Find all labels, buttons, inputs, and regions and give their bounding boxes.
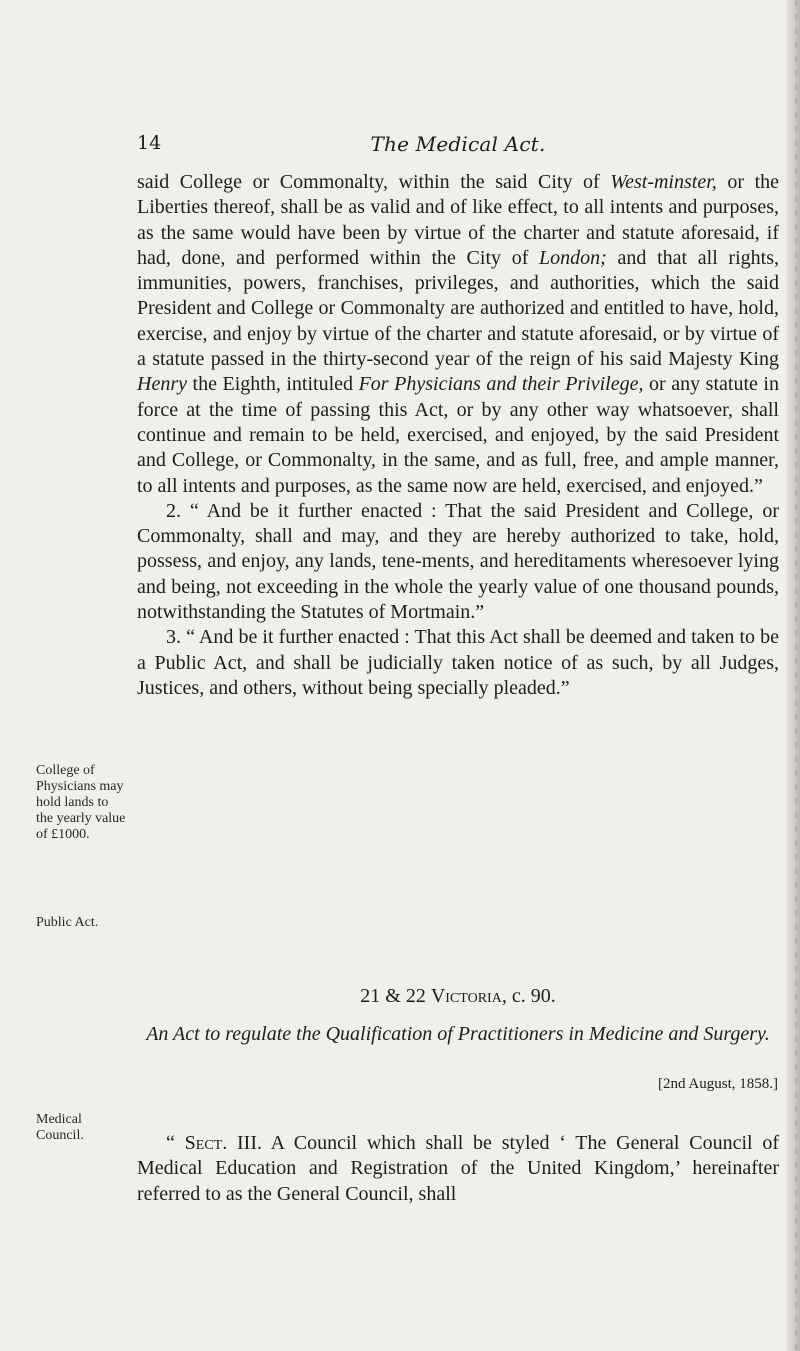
- section-iii-paragraph: “ Sect. III. A Council which shall be styled ‘ The General Council of Medical Education and Registration of the United Kingdom,’ hereinafter referred to as the General Council, shall: [137, 1132, 779, 1205]
- act-title: 21 & 22 Victoria, c. 90.: [360, 985, 556, 1007]
- act-subtitle: An Act to regulate the Qualification of Practitioners in Medicine and Surgery.: [146, 1023, 770, 1045]
- section-3-council-text: [137, 1111, 779, 1227]
- margin-note-medical-council: Medical Council.: [36, 1112, 84, 1143]
- margin-note-college: College of Physicians may hold lands to the yearly value of £1000.: [36, 763, 126, 842]
- section-3-paragraph: 3. “ And be it further enacted : That this Act shall be deemed and taken to be a Public Act, and shall be judicially taken notice of as such, by all Judges, Justices, and others, without being specially pleaded.”: [137, 626, 779, 699]
- running-head: The Medical Act.: [370, 132, 546, 156]
- paragraph-continued: said College or Commonalty, within the said City of West-minster, or the Liberties thereof, shall be as valid and of like effect, to all intents and purposes, as the same would have been by virtue of the charter and statute aforesaid, if had, done, and performed within the City of London; and that all rights, immunities, powers, franchises, privileges, and authorities, which the said President and College or Commonalty are authorized and entitled to have, hold, exercise, and enjoy by virtue of the charter and statute aforesaid, or by virtue of a statute passed in the thirty-second year of the reign of his said Majesty King Henry the Eighth, intituled For Physicians and their Privilege, or any statute in force at the time of passing this Act, or by any other way whatsoever, shall continue and remain to be held, exercised, and enjoyed, by the said President and College, or Commonalty, in the same, and as full, free, and ample manner, to all intents and purposes, as the same now are held, exercised, and enjoyed.”: [137, 171, 780, 497]
- act-date: [2nd August, 1858.]: [658, 1076, 778, 1092]
- margin-note-public-act: Public Act.: [36, 915, 99, 930]
- page-header: [137, 132, 779, 162]
- section-2-paragraph: 2. “ And be it further enacted : That the said President and College, or Commonalty, shall and may, and they are hereby authorized to take, hold, possess, and enjoy, any lands, tene-ments, and hereditaments wheresoever lying and being, not exceeding in the whole the yearly value of one thousand pounds, notwithstanding the Statutes of Mortmain.”: [137, 499, 779, 624]
- body-text: [137, 170, 779, 701]
- page-edge: [786, 0, 800, 1351]
- page-number: 14: [137, 132, 162, 154]
